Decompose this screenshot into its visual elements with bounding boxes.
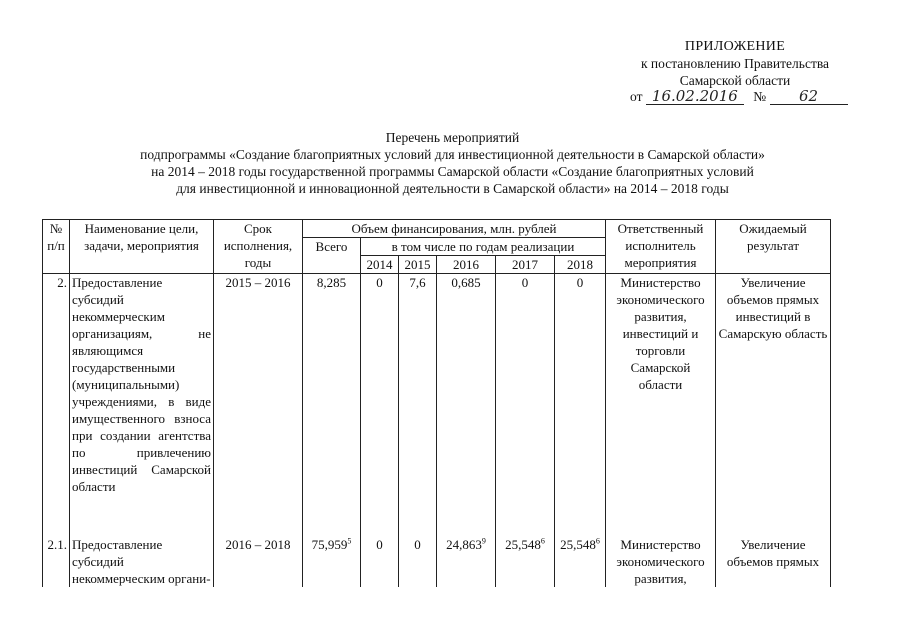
number-value: 62 xyxy=(770,88,848,105)
row-y2016-note: 9 xyxy=(481,536,486,546)
appendix-block xyxy=(625,38,845,89)
row-y2017: 0 xyxy=(496,274,555,536)
row-responsible: Министерство экономического развития, xyxy=(606,536,716,587)
appendix-title: ПРИЛОЖЕНИЕ xyxy=(684,39,786,54)
header-term: Срок исполнения, годы xyxy=(214,220,303,274)
row-y2014: 0 xyxy=(361,274,399,536)
heading-line2: подпрограммы «Создание благоприятных условий для инвестиционной деятельности в Самарской области» xyxy=(140,147,765,162)
heading-line4: для инвестиционной и инновационной деятельности в Самарской области» на 2014 – 2018 годы xyxy=(176,181,729,196)
row-y2016 xyxy=(437,536,496,587)
header-funding: Объем финансирования, млн. рублей xyxy=(303,220,606,238)
appendix-line2: к постановлению Правительства xyxy=(640,56,830,71)
table-row xyxy=(43,274,831,536)
row-total-value: 75,959 xyxy=(311,536,348,552)
header-year: 2018 xyxy=(555,256,606,274)
appendix-dateline xyxy=(630,88,848,105)
row-y2018 xyxy=(555,536,606,587)
row-total-value: 8,285 xyxy=(316,275,347,290)
date-value: 16.02.2016 xyxy=(646,88,744,105)
document-heading xyxy=(0,129,905,197)
header-year: 2016 xyxy=(437,256,496,274)
header-result: Ожидаемый результат xyxy=(716,220,831,274)
header-year: 2015 xyxy=(399,256,437,274)
header-year: 2014 xyxy=(361,256,399,274)
row-y2018-value: 25,548 xyxy=(560,536,596,552)
row-y2017-note: 6 xyxy=(540,536,545,546)
date-prefix: от xyxy=(630,89,643,104)
row-y2018: 0 xyxy=(555,274,606,536)
header-total: Всего xyxy=(303,238,361,274)
row-y2016-value: 24,863 xyxy=(446,536,482,552)
row-term: 2015 – 2016 xyxy=(214,274,303,536)
row-name xyxy=(70,274,214,536)
row-result: Увеличение объемов прямых инвестиций в Самарскую область xyxy=(716,274,831,536)
row-y2016: 0,685 xyxy=(437,274,496,536)
row-y2017 xyxy=(496,536,555,587)
row-y2015: 0 xyxy=(399,536,437,587)
table-row xyxy=(43,536,831,587)
row-name xyxy=(70,536,214,587)
header-num: № п/п xyxy=(43,220,70,274)
row-name-text: Предоставление субсидий некоммерческим организациям, не являющимся государственными (муниципальными) учреждениями, в виде имущественного взноса при создании агентства по привлечению инвестиций Самарской области xyxy=(72,275,211,494)
row-num: 2. xyxy=(43,274,70,536)
header-by-years: в том числе по годам реализации xyxy=(361,238,606,256)
row-num: 2.1. xyxy=(43,536,70,587)
heading-line3: на 2014 – 2018 годы государственной программы Самарской области «Создание благоприятных условий xyxy=(151,164,754,179)
row-y2014: 0 xyxy=(361,536,399,587)
row-total xyxy=(303,274,361,536)
row-total-note: 5 xyxy=(347,536,352,546)
row-y2015: 7,6 xyxy=(399,274,437,536)
heading-line1: Перечень мероприятий xyxy=(385,130,520,145)
header-row-1 xyxy=(43,220,831,238)
row-term: 2016 – 2018 xyxy=(214,536,303,587)
number-prefix: № xyxy=(753,89,767,104)
row-y2017-value: 25,548 xyxy=(505,536,541,552)
row-name-text: Предоставление субсидий некоммерческим органи- xyxy=(72,536,211,586)
row-result: Увеличение объемов прямых xyxy=(716,536,831,587)
header-name: Наименование цели, задачи, мероприятия xyxy=(70,220,214,274)
row-responsible: Министерство экономического развития, инвестиций и торговли Самарской области xyxy=(606,274,716,536)
row-total xyxy=(303,536,361,587)
appendix-line3: Самарской области xyxy=(679,73,791,88)
measures-table xyxy=(42,219,831,587)
header-responsible: Ответственный исполнитель мероприятия xyxy=(606,220,716,274)
header-year: 2017 xyxy=(496,256,555,274)
row-y2018-note: 6 xyxy=(595,536,600,546)
